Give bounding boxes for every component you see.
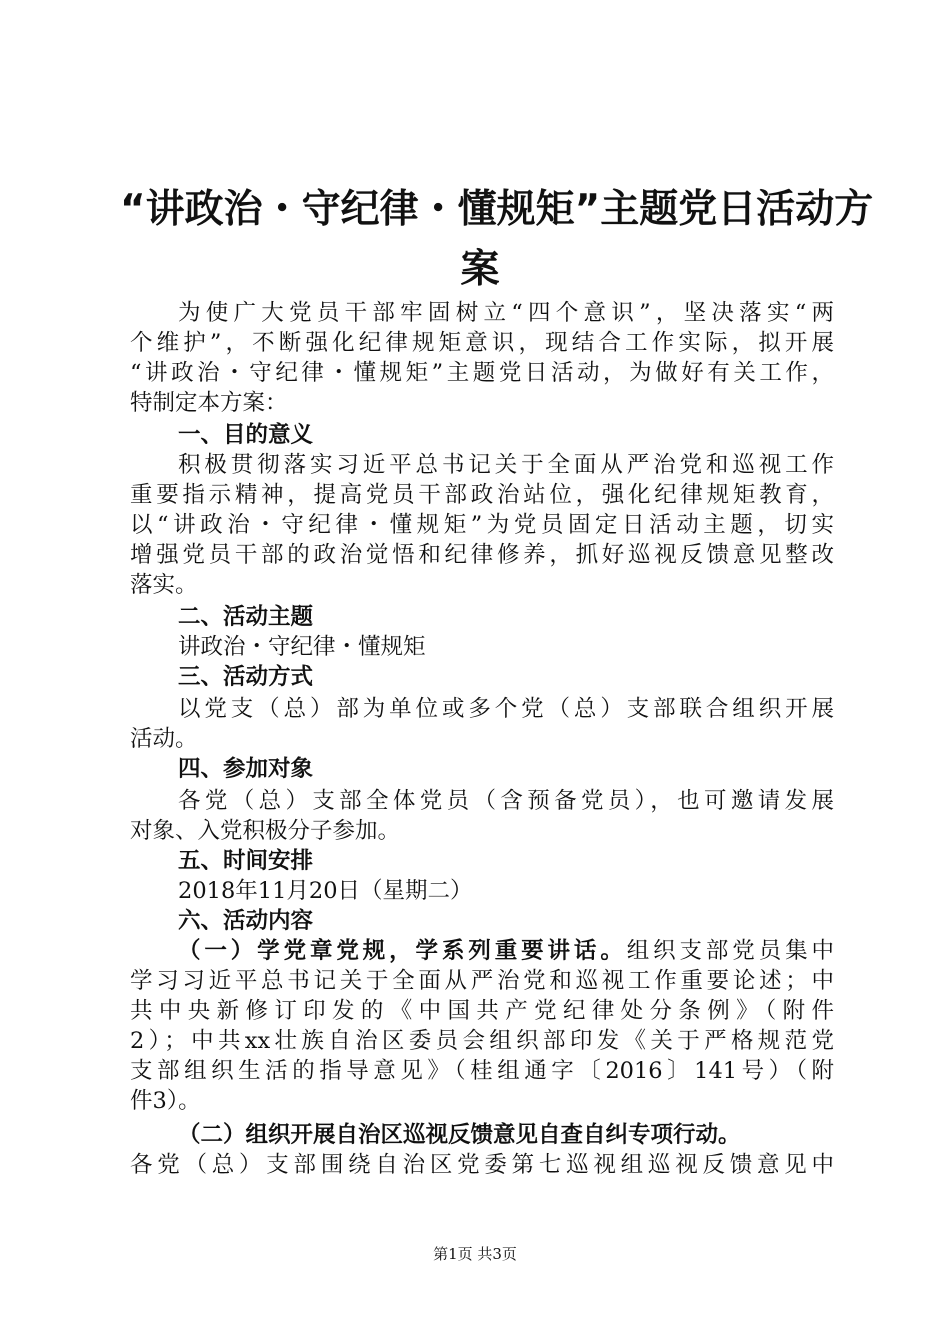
section-heading-content: 六、活动内容 (178, 908, 314, 934)
section1-line-1: 积极贯彻落实习近平总书记关于全面从严治党和巡视工作 (178, 452, 834, 478)
item1-line-5: 支部组织生活的指导意见》（桂组通字〔2016〕141号）（附 (130, 1058, 834, 1084)
section4-line-1: 各党（总）支部全体党员（含预备党员），也可邀请发展 (178, 788, 834, 814)
section1-line-2: 重要指示精神，提高党员干部政治站位，强化纪律规矩教育， (130, 482, 834, 508)
item1-bold-title: （一）学党章党规，学系列重要讲话。 (178, 938, 627, 964)
section5-date: 2018年11月20日（星期二） (178, 878, 473, 904)
item1-line-6: 件3）。 (130, 1088, 201, 1114)
intro-line-4: 特制定本方案： (130, 390, 288, 416)
section-heading-purpose: 一、目的意义 (178, 422, 314, 448)
section3-line-2: 活动。 (130, 726, 198, 752)
item1-line-3: 共中央新修订印发的《中国共产党纪律处分条例》（附件 (130, 998, 834, 1024)
document-title-line1: “讲政治・守纪律・懂规矩”主题党日活动方 (120, 187, 874, 232)
item2-bold-title: （二）组织开展自治区巡视反馈意见自查自纠专项行动。 (178, 1122, 741, 1148)
section-heading-theme: 二、活动主题 (178, 604, 314, 630)
intro-line-3: “讲政治・守纪律・懂规矩”主题党日活动，为做好有关工作， (130, 360, 834, 386)
section2-text: 讲政治・守纪律・懂规矩 (178, 634, 426, 660)
section4-line-2: 对象、入党积极分子参加。 (130, 818, 401, 844)
document-title-line2: 案 (460, 247, 500, 292)
section-heading-method: 三、活动方式 (178, 664, 314, 690)
item1-first-line-rest: 组织支部党员集中 (626, 938, 834, 964)
section1-line-5: 落实。 (130, 572, 198, 598)
intro-line-2: 个维护”，不断强化纪律规矩意识，现结合工作实际，拟开展 (130, 330, 834, 356)
section-heading-participants: 四、参加对象 (178, 756, 314, 782)
item1-line-2: 学习习近平总书记关于全面从严治党和巡视工作重要论述；中 (130, 968, 834, 994)
item2-line-1: 各党（总）支部围绕自治区党委第七巡视组巡视反馈意见中 (130, 1152, 834, 1178)
intro-line-1: 为使广大党员干部牢固树立“四个意识”，坚决落实“两 (178, 300, 834, 326)
section3-line-1: 以党支（总）部为单位或多个党（总）支部联合组织开展 (178, 696, 834, 722)
item1-line-4: 2）；中共xx壮族自治区委员会组织部印发《关于严格规范党 (130, 1028, 834, 1054)
item1-first-line (178, 936, 834, 966)
section1-line-3: 以“讲政治・守纪律・懂规矩”为党员固定日活动主题，切实 (130, 512, 834, 538)
section1-line-4: 增强党员干部的政治觉悟和纪律修养，抓好巡视反馈意见整改 (130, 542, 834, 568)
section-heading-schedule: 五、时间安排 (178, 848, 314, 874)
page-footer: 第1页 共3页 (433, 1245, 517, 1263)
